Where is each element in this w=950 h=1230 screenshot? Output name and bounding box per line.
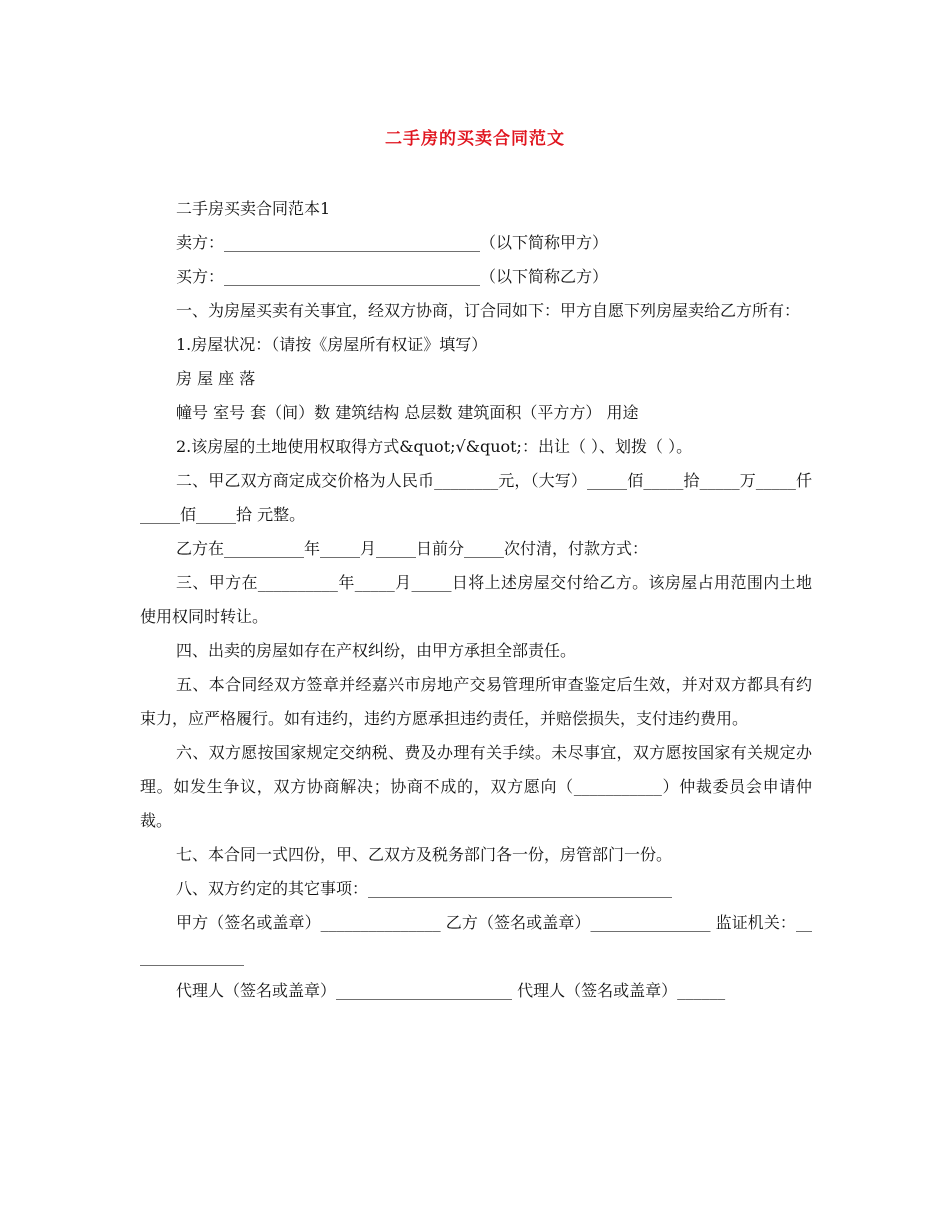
paragraph-land-use: 2.该房屋的土地使用权取得方式&quot;√&quot;：出让（ ）、划拨（ ）。: [176, 437, 693, 456]
paragraph-payment: 乙方在__________年_____月_____日前分_____次付清，付款方式：: [176, 539, 649, 558]
paragraph-clause-3-delivery: 三、甲方在__________年_____月_____日将上述房屋交付给乙方。该房屋占用范围内土地使用权同时转让。: [140, 573, 812, 626]
paragraph-agents: 代理人（签名或盖章）______________________ 代理人（签名或盖章）______: [176, 981, 726, 1000]
paragraph-house-fields: 幢号 室号 套（间）数 建筑结构 总层数 建筑面积（平方方） 用途: [176, 403, 639, 422]
paragraph-house-status: 1.房屋状况：（请按《房屋所有权证》填写）: [176, 335, 488, 354]
paragraph-contract-heading: 二手房买卖合同范本1: [176, 199, 331, 218]
paragraph-buyer: 买方：________________________________（以下简称乙方）: [176, 267, 609, 286]
paragraph-seller: 卖方：________________________________（以下简称甲方）: [176, 233, 609, 252]
document-title: 二手房的买卖合同范文: [385, 129, 565, 149]
paragraph-clause-8-other: 八、双方约定的其它事项：______________________________________: [176, 879, 673, 898]
paragraph-clause-5-effect: 五、本合同经双方签章并经嘉兴市房地产交易管理所审查鉴定后生效，并对双方都具有约束力，应严格履行。如有违约，违约方愿承担违约责任，并赔偿损失，支付违约费用。: [140, 675, 812, 728]
paragraph-clause-7-copies: 七、本合同一式四份，甲、乙双方及税务部门各一份，房管部门一份。: [176, 845, 673, 864]
paragraph-house-location: 房 屋 座 落: [176, 369, 256, 388]
document-body: [140, 192, 812, 1008]
paragraph-clause-2-price: 二、甲乙双方商定成交价格为人民币________元，（大写）_____佰_____拾_____万_____仟_____佰_____拾 元整。: [140, 471, 812, 524]
paragraph-clause-1: 一、为房屋买卖有关事宜，经双方协商，订合同如下：甲方自愿下列房屋卖给乙方所有：: [176, 301, 801, 320]
paragraph-clause-6-taxes: 六、双方愿按国家规定交纳税、费及办理有关手续。未尽事宜，双方愿按国家有关规定办理。如发生争议，双方协商解决；协商不成的，双方愿向（___________）仲裁委员会申请仲裁。: [140, 743, 812, 830]
paragraph-signatures: 甲方（签名或盖章）_______________ 乙方（签名或盖章）_______________ 监证机关：_______________: [140, 913, 812, 966]
paragraph-clause-4-dispute: 四、出卖的房屋如存在产权纠纷，由甲方承担全部责任。: [176, 641, 577, 660]
